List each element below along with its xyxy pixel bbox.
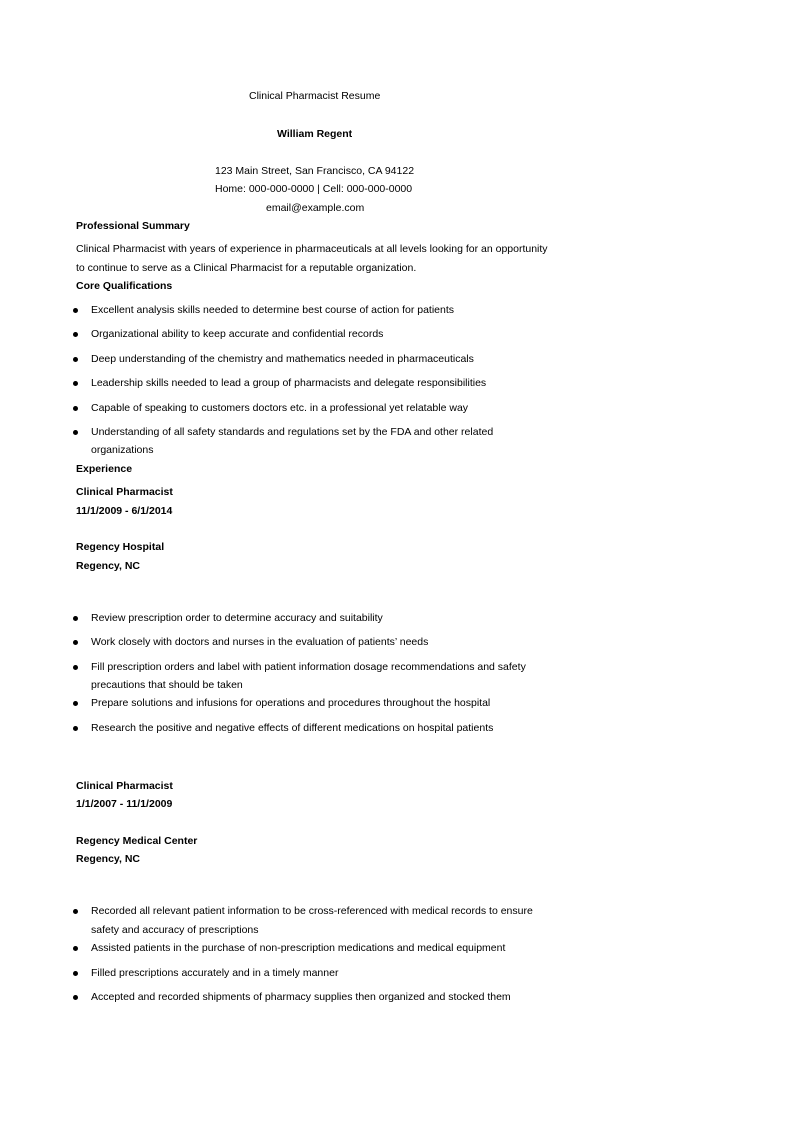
job-duty-continued: precautions that should be taken xyxy=(91,679,243,691)
bullet-icon xyxy=(73,701,78,706)
bullet-icon xyxy=(73,909,78,914)
job-employer: Regency Hospital xyxy=(76,541,165,553)
phone-numbers: Home: 000-000-0000 | Cell: 000-000-0000 xyxy=(215,183,413,195)
job-dates: 1/1/2007 - 11/1/2009 xyxy=(76,798,173,810)
section-heading-qualifications: Core Qualifications xyxy=(76,280,173,292)
qualification-item: Organizational ability to keep accurate and confidential records xyxy=(91,328,384,340)
summary-line: to continue to serve as a Clinical Pharmacist for a reputable organization. xyxy=(76,262,417,274)
bullet-icon xyxy=(73,332,78,337)
job-duty: Work closely with doctors and nurses in the evaluation of patients’ needs xyxy=(91,636,429,648)
bullet-icon xyxy=(73,665,78,670)
job-location: Regency, NC xyxy=(76,560,140,572)
bullet-icon xyxy=(73,640,78,645)
job-title: Clinical Pharmacist xyxy=(76,780,173,792)
job-employer: Regency Medical Center xyxy=(76,835,198,847)
bullet-icon xyxy=(73,430,78,435)
qualification-item: Leadership skills needed to lead a group of pharmacists and delegate responsibilities xyxy=(91,377,487,389)
candidate-name: William Regent xyxy=(277,128,353,140)
qualification-item: Deep understanding of the chemistry and mathematics needed in pharmaceuticals xyxy=(91,353,474,365)
job-duty: Fill prescription orders and label with patient information dosage recommendations and safety xyxy=(91,661,526,673)
job-title: Clinical Pharmacist xyxy=(76,486,173,498)
job-duty-continued: safety and accuracy of prescriptions xyxy=(91,924,259,936)
qualification-item: Understanding of all safety standards and regulations set by the FDA and other related xyxy=(91,426,494,438)
job-duty: Prepare solutions and infusions for operations and procedures throughout the hospital xyxy=(91,697,491,709)
bullet-icon xyxy=(73,357,78,362)
job-duty: Accepted and recorded shipments of pharmacy supplies then organized and stocked them xyxy=(91,991,511,1003)
job-location: Regency, NC xyxy=(76,853,140,865)
qualification-item: Excellent analysis skills needed to determine best course of action for patients xyxy=(91,304,455,316)
section-heading-summary: Professional Summary xyxy=(76,220,190,232)
qualification-item: Capable of speaking to customers doctors etc. in a professional yet relatable way xyxy=(91,402,469,414)
bullet-icon xyxy=(73,616,78,621)
bullet-icon xyxy=(73,406,78,411)
address: 123 Main Street, San Francisco, CA 94122 xyxy=(215,165,415,177)
job-duty: Assisted patients in the purchase of non-prescription medications and medical equipment xyxy=(91,942,506,954)
job-duty: Review prescription order to determine accuracy and suitability xyxy=(91,612,383,624)
job-duty: Recorded all relevant patient information to be cross-referenced with medical records to ensure xyxy=(91,905,533,917)
job-duty: Research the positive and negative effects of different medications on hospital patients xyxy=(91,722,494,734)
bullet-icon xyxy=(73,946,78,951)
job-dates: 11/1/2009 - 6/1/2014 xyxy=(76,505,173,517)
section-heading-experience: Experience xyxy=(76,463,133,475)
bullet-icon xyxy=(73,726,78,731)
email: email@example.com xyxy=(266,202,365,214)
bullet-icon xyxy=(73,995,78,1000)
job-duty: Filled prescriptions accurately and in a timely manner xyxy=(91,967,339,979)
bullet-icon xyxy=(73,381,78,386)
qualification-item-continued: organizations xyxy=(91,444,154,456)
summary-line: Clinical Pharmacist with years of experience in pharmaceuticals at all levels looking for an opportunity xyxy=(76,243,548,255)
document-title: Clinical Pharmacist Resume xyxy=(249,90,381,102)
bullet-icon xyxy=(73,308,78,313)
bullet-icon xyxy=(73,971,78,976)
